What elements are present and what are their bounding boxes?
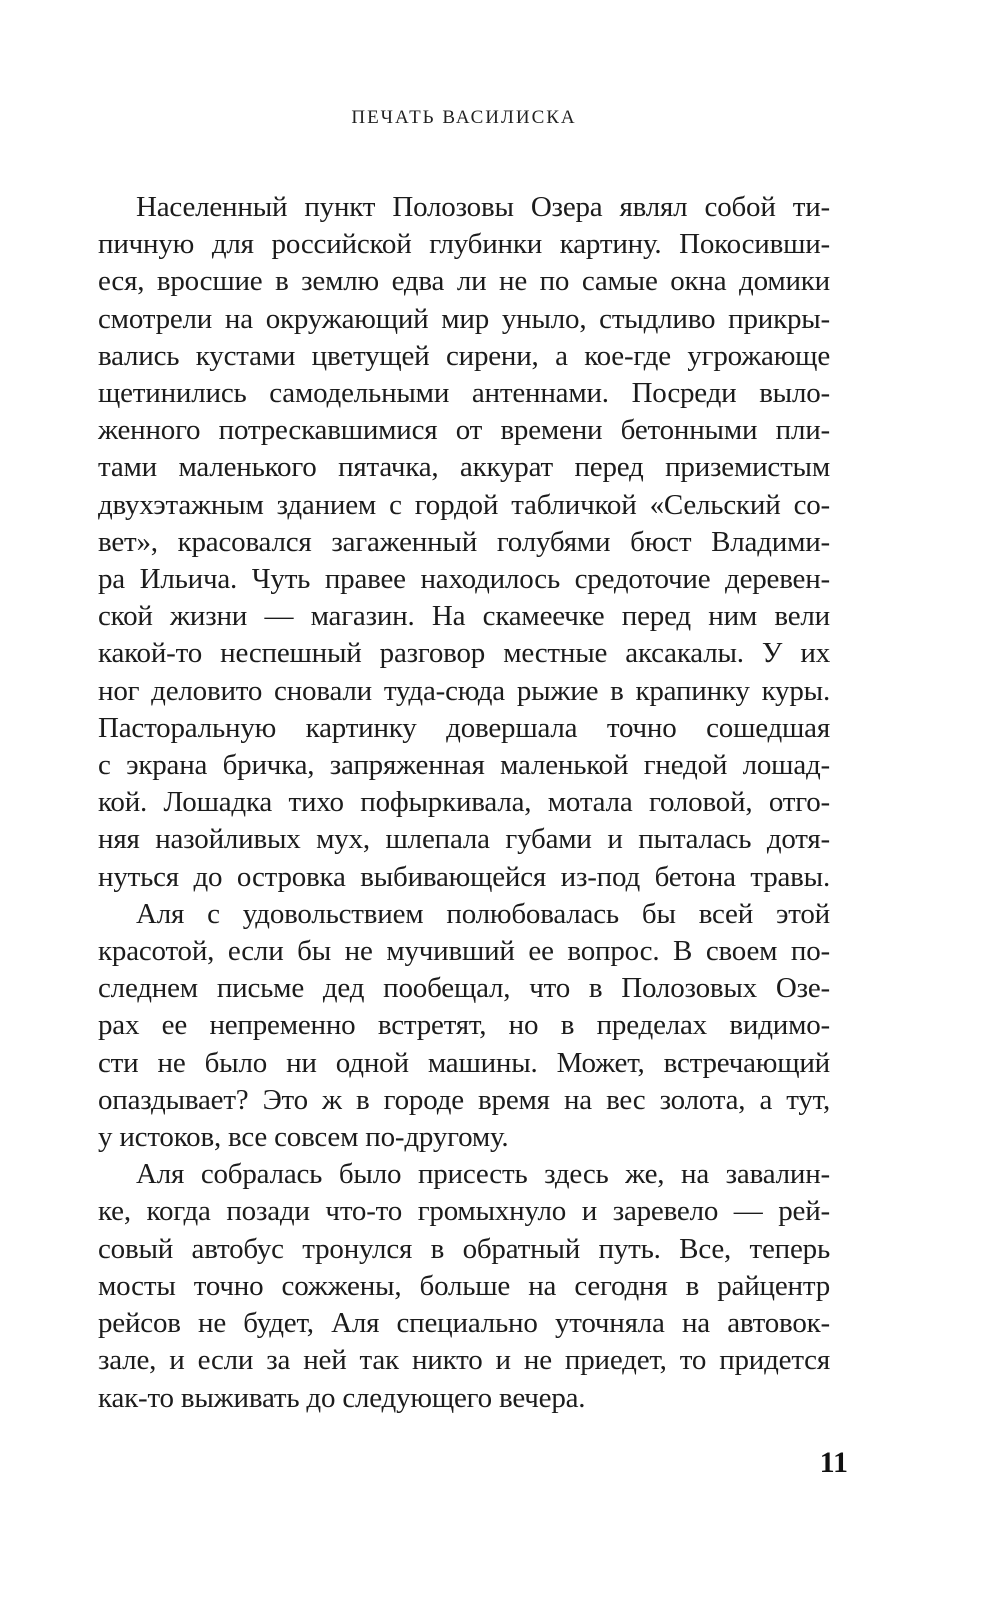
text-line: какой-то неспешный разговор местные аксакалы. У их xyxy=(98,637,830,670)
text-line: следнем письме дед пообещал, что в Полозовых Озе- xyxy=(98,972,830,1005)
text-line: как-то выживать до следующего вечера. xyxy=(98,1381,586,1414)
text-line: ног деловито сновали туда-сюда рыжие в крапинку куры. xyxy=(98,674,830,707)
page-number: 11 xyxy=(819,1446,848,1479)
text-line: пичную для российской глубинки картину. Покосивши- xyxy=(98,228,830,261)
text-line: вались кустами цветущей сирени, а кое-где угрожающе xyxy=(98,339,830,372)
text-line: Аля собралась было присесть здесь же, на завалин- xyxy=(136,1158,830,1191)
text-line: рах ее непременно встретят, но в пределах видимо- xyxy=(98,1009,830,1042)
running-header-title: ПЕЧАТЬ ВАСИЛИСКА xyxy=(351,107,577,128)
text-line: Аля с удовольствием полюбовалась бы всей этой xyxy=(136,897,830,930)
text-line: кой. Лошадка тихо пофыркивала, мотала головой, отго- xyxy=(98,786,830,819)
text-line: двухэтажным зданием с гордой табличкой «Сельский со- xyxy=(98,488,830,521)
text-line: смотрели на окружающий мир уныло, стыдливо прикры- xyxy=(98,302,830,335)
text-line: ке, когда позади что-то громыхнуло и заревело — рей- xyxy=(98,1195,830,1228)
text-line: красотой, если бы не мучивший ее вопрос. В своем по- xyxy=(98,935,830,968)
text-line: щетинились самодельными антеннами. Посреди выло- xyxy=(98,377,830,410)
text-line: с экрана бричка, запряженная маленькой гнедой лошад- xyxy=(98,749,830,782)
text-line: зале, и если за ней так никто и не приедет, то придется xyxy=(98,1344,830,1377)
body-text xyxy=(98,189,830,1417)
text-line: ской жизни — магазин. На скамеечке перед ним вели xyxy=(98,600,830,633)
text-line: женного потрескавшимися от времени бетонными пли- xyxy=(98,414,830,447)
text-line: нуться до островка выбивающейся из-под бетона травы. xyxy=(98,860,830,893)
text-line: у истоков, все совсем по-другому. xyxy=(98,1121,509,1154)
text-line: рейсов не будет, Аля специально уточняла на автовок- xyxy=(98,1307,830,1340)
text-line: Населенный пункт Полозовы Озера являл собой ти- xyxy=(136,191,830,223)
text-line: сти не было ни одной машины. Может, встречающий xyxy=(98,1046,830,1079)
text-line: опаздывает? Это ж в городе время на вес золота, а тут, xyxy=(98,1083,830,1116)
text-line: няя назойливых мух, шлепала губами и пыталась дотя- xyxy=(98,823,830,856)
text-line: Пасторальную картинку довершала точно сошедшая xyxy=(98,711,830,744)
text-line: совый автобус тронулся в обратный путь. Все, теперь xyxy=(98,1232,830,1265)
text-line: ра Ильича. Чуть правее находилось средоточие деревен- xyxy=(98,563,830,596)
text-line: мосты точно сожжены, больше на сегодня в райцентр xyxy=(98,1269,830,1302)
text-line: тами маленького пятачка, аккурат перед приземистым xyxy=(98,451,830,484)
text-line: еся, вросшие в землю едва ли не по самые окна домики xyxy=(98,265,830,298)
text-line: вет», красовался загаженный голубями бюст Владими- xyxy=(98,525,830,558)
